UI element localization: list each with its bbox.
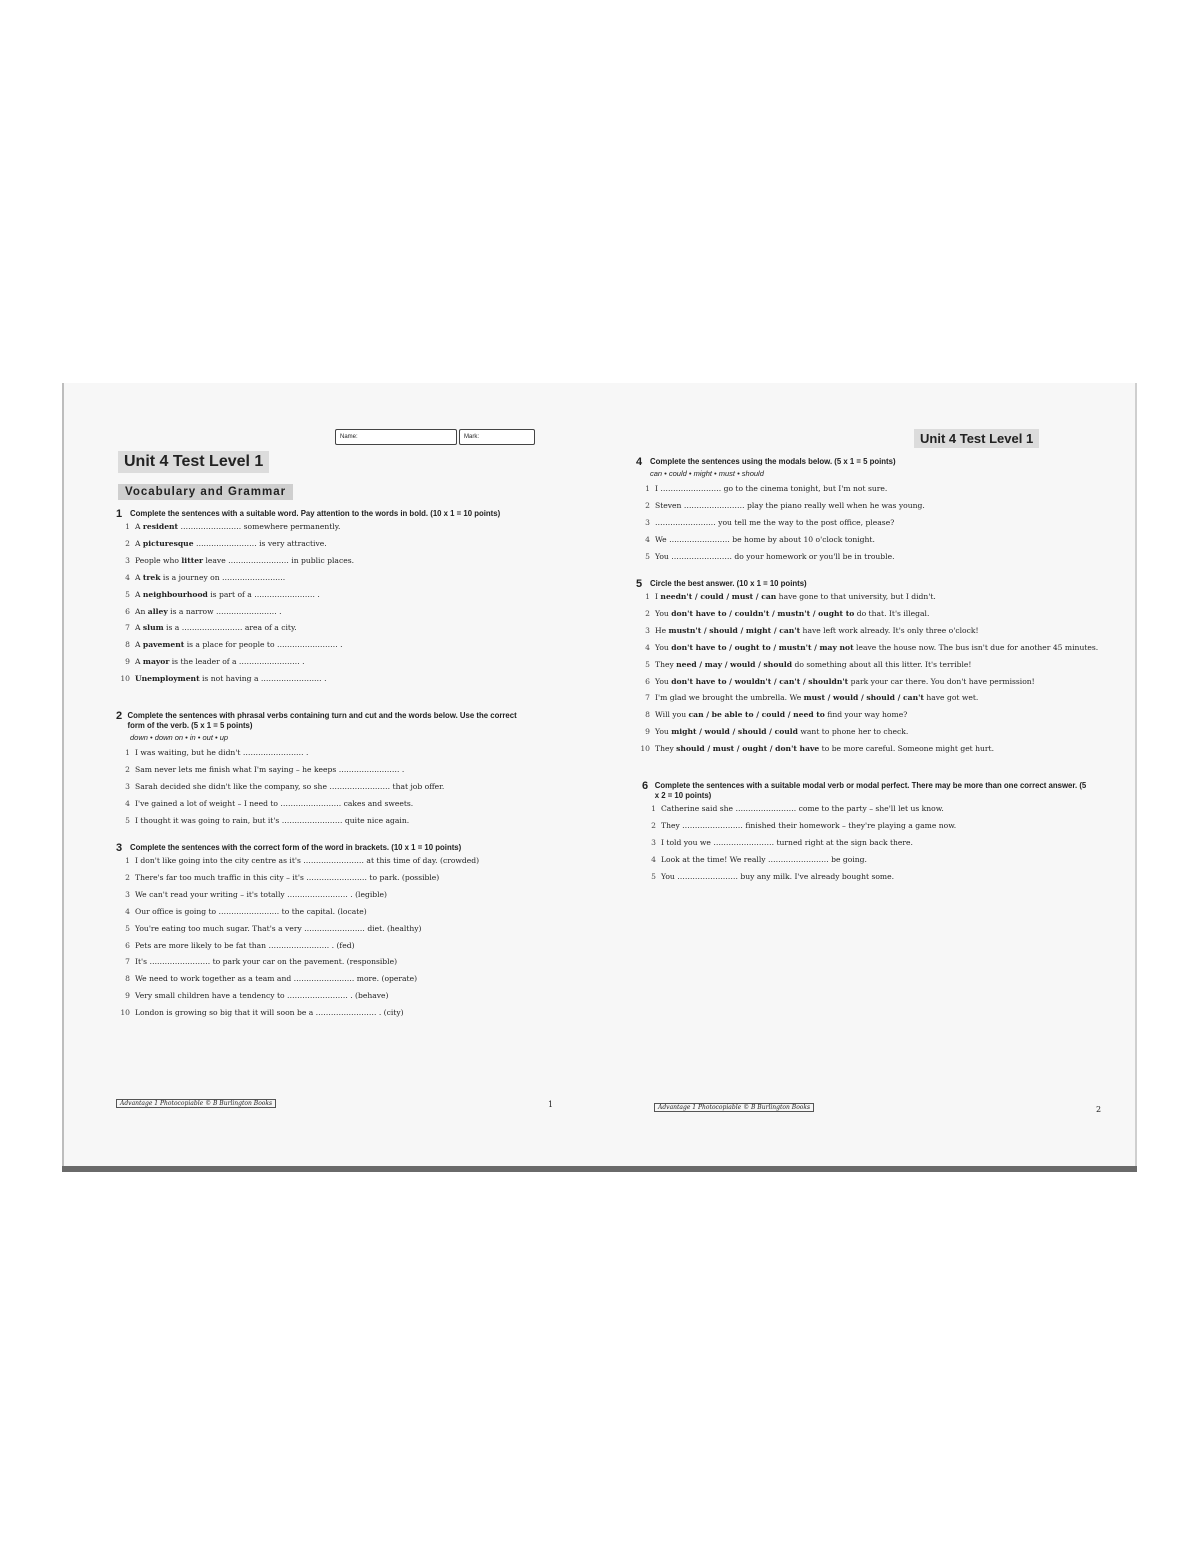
item-text bbox=[655, 707, 907, 724]
exercise-item bbox=[642, 835, 1092, 852]
item-keyword: neighbourhood bbox=[142, 589, 208, 599]
item-text-post: have gone to that university, but I didn't. bbox=[776, 592, 936, 601]
item-number: 7 bbox=[125, 623, 130, 633]
item-number: 3 bbox=[125, 555, 130, 565]
item-text-pre: An bbox=[135, 606, 148, 616]
exercise-5 bbox=[636, 579, 1106, 758]
item-text: Our office is going to …………………… to the capital. (locate) bbox=[135, 906, 367, 916]
item-text: We …………………… be home by about 10 o'clock tonight. bbox=[655, 534, 875, 544]
item-text-pre: A bbox=[135, 538, 143, 548]
exercise-number: 5 bbox=[636, 578, 643, 590]
exercise-item bbox=[116, 887, 536, 904]
exercise-item bbox=[116, 853, 536, 870]
exercise-number: 2 bbox=[116, 710, 123, 722]
page-number: 1 bbox=[548, 1100, 554, 1109]
item-text: …………………… you tell me the way to the post office, please? bbox=[655, 517, 895, 527]
item-text-pre: A bbox=[135, 522, 143, 531]
exercise-item bbox=[636, 606, 1106, 623]
item-text: I've gained a lot of weight – I need to …………………… cakes and sweets. bbox=[135, 798, 414, 808]
item-text-pre: People who bbox=[135, 555, 182, 565]
item-text bbox=[655, 724, 908, 741]
exercise-item bbox=[116, 745, 536, 762]
item-text: Sarah decided she didn't like the company, so she …………………… that job offer. bbox=[135, 781, 445, 791]
instruction-text: Complete the sentences with phrasal verbs containing turn and cut and the words below. Use the correct form of the verb. (5 x 1 = 5 points) bbox=[127, 711, 517, 730]
item-text bbox=[135, 604, 282, 621]
item-text: I thought it was going to rain, but it's …………………… quite nice again. bbox=[135, 815, 410, 825]
item-number: 6 bbox=[125, 940, 130, 950]
item-text: They …………………… finished their homework – they're playing a game now. bbox=[661, 820, 957, 830]
item-text: Sam never lets me finish what I'm saying – he keeps …………………… . bbox=[135, 764, 405, 774]
item-number: 10 bbox=[120, 674, 130, 684]
exercise-number: 4 bbox=[636, 456, 643, 468]
item-keyword: trek bbox=[142, 572, 161, 582]
item-text-post: is a narrow …………………… . bbox=[167, 606, 282, 616]
exercise-2-instruction bbox=[116, 711, 536, 731]
item-text-post: leave …………………… in public places. bbox=[203, 555, 355, 565]
item-text: There's far too much traffic in this city – it's …………………… to park. (possible) bbox=[135, 872, 440, 882]
exercise-item bbox=[636, 481, 1076, 498]
page-title: Unit 4 Test Level 1 bbox=[118, 451, 269, 473]
item-text: You …………………… do your homework or you'll be in trouble. bbox=[655, 551, 895, 561]
item-keyword: litter bbox=[181, 555, 204, 565]
item-keyword: alley bbox=[147, 606, 168, 616]
item-number: 4 bbox=[125, 572, 130, 582]
mark-label: Mark: bbox=[464, 434, 479, 440]
instruction-text: Circle the best answer. (10 x 1 = 10 points) bbox=[650, 579, 807, 588]
exercise-number: 3 bbox=[116, 842, 123, 854]
item-text bbox=[135, 587, 320, 604]
exercise-item bbox=[636, 657, 1106, 674]
item-number: 2 bbox=[645, 608, 650, 618]
item-number: 5 bbox=[125, 815, 130, 825]
item-text bbox=[135, 536, 327, 553]
exercise-item bbox=[116, 971, 536, 988]
item-number: 1 bbox=[645, 592, 650, 601]
exercise-item bbox=[636, 741, 1106, 758]
exercise-item bbox=[116, 813, 536, 830]
item-text: You …………………… buy any milk. I've already bought some. bbox=[661, 871, 895, 881]
exercise-item bbox=[636, 549, 1076, 566]
item-text bbox=[135, 637, 343, 654]
exercise-item bbox=[116, 519, 516, 536]
exercise-item bbox=[642, 818, 1092, 835]
item-keyword: can / be able to / could / need to bbox=[688, 710, 825, 720]
item-text: Catherine said she …………………… come to the party – she'll let us know. bbox=[661, 804, 944, 813]
item-number: 4 bbox=[645, 642, 650, 652]
item-number: 1 bbox=[125, 522, 130, 531]
item-number: 2 bbox=[125, 538, 130, 548]
exercise-6-instruction bbox=[642, 781, 1092, 801]
item-text-post: is a journey on ……………………. bbox=[160, 572, 286, 582]
right-page bbox=[602, 383, 1137, 1166]
item-text-post: …………………… is very attractive. bbox=[193, 538, 327, 548]
item-text bbox=[135, 671, 326, 688]
item-number: 7 bbox=[645, 693, 650, 703]
page-number: 2 bbox=[1096, 1105, 1102, 1114]
exercise-6 bbox=[642, 781, 1092, 886]
exercise-item bbox=[642, 869, 1092, 886]
page-title-right: Unit 4 Test Level 1 bbox=[914, 429, 1039, 448]
exercise-item bbox=[636, 623, 1106, 640]
item-number: 6 bbox=[125, 606, 130, 616]
item-text-pre: You bbox=[655, 676, 672, 686]
exercise-3-items bbox=[116, 853, 536, 1022]
exercise-number: 1 bbox=[116, 508, 123, 520]
exercise-2 bbox=[116, 711, 536, 830]
item-number: 2 bbox=[125, 872, 130, 882]
item-number: 3 bbox=[645, 625, 650, 635]
word-bank: can • could • might • must • should bbox=[650, 469, 764, 478]
item-text-post: is not having a …………………… . bbox=[199, 674, 327, 684]
item-text-pre: You bbox=[655, 608, 672, 618]
name-label: Name: bbox=[340, 434, 358, 440]
item-keyword: don't have to / ought to / mustn't / may not bbox=[671, 642, 854, 652]
item-text: London is growing so big that it will soon be a …………………… . (city) bbox=[135, 1008, 404, 1018]
item-text: I don't like going into the city centre as it's …………………… at this time of day. (crowded) bbox=[135, 856, 480, 865]
item-number: 3 bbox=[125, 781, 130, 791]
item-text: We can't read your writing – it's totally …………………… . (legible) bbox=[135, 889, 388, 899]
item-text-pre: A bbox=[135, 623, 143, 633]
item-number: 3 bbox=[645, 517, 650, 527]
item-text-pre: A bbox=[135, 657, 143, 667]
item-text-post: find your way home? bbox=[824, 710, 908, 720]
item-text: I was waiting, but he didn't …………………… . bbox=[135, 748, 309, 757]
exercise-3-instruction bbox=[116, 843, 536, 853]
item-number: 3 bbox=[125, 889, 130, 899]
section-subtitle: Vocabulary and Grammar bbox=[118, 484, 293, 500]
exercise-item bbox=[636, 532, 1076, 549]
exercise-1 bbox=[116, 509, 516, 688]
item-text bbox=[655, 690, 978, 707]
exercise-item bbox=[116, 587, 516, 604]
exercise-6-items bbox=[642, 801, 1092, 886]
item-text: It's …………………… to park your car on the pavement. (responsible) bbox=[135, 957, 398, 967]
exercise-item bbox=[636, 589, 1106, 606]
item-number: 3 bbox=[651, 837, 656, 847]
exercise-item bbox=[116, 654, 516, 671]
item-number: 2 bbox=[645, 500, 650, 510]
item-keyword: Unemployment bbox=[135, 674, 200, 684]
item-text-post: want to phone her to check. bbox=[797, 727, 909, 737]
item-number: 4 bbox=[125, 906, 130, 916]
item-number: 5 bbox=[125, 923, 130, 933]
item-text: Pets are more likely to be fat than …………………… . (fed) bbox=[135, 940, 355, 950]
exercise-5-instruction bbox=[636, 579, 1106, 589]
item-text bbox=[135, 553, 354, 570]
exercise-item bbox=[116, 671, 516, 688]
item-text-post: do something about all this litter. It's terrible! bbox=[792, 659, 972, 669]
item-number: 9 bbox=[645, 727, 650, 737]
item-number: 2 bbox=[125, 764, 130, 774]
item-text-pre: He bbox=[655, 625, 669, 635]
exercise-item bbox=[636, 515, 1076, 532]
exercise-item bbox=[636, 690, 1106, 707]
exercise-item bbox=[116, 604, 516, 621]
exercise-1-instruction bbox=[116, 509, 516, 519]
item-keyword: slum bbox=[142, 623, 164, 633]
instruction-text: Complete the sentences with a suitable word. Pay attention to the words in bold. (10 x 1 = 10 points) bbox=[130, 509, 501, 518]
item-number: 1 bbox=[651, 804, 656, 813]
copyright-footer: Advantage 1 Photocopiable © B Burlington Books bbox=[116, 1099, 276, 1108]
item-text-post: have left work already. It's only three o'clock! bbox=[800, 625, 979, 635]
exercise-item bbox=[642, 852, 1092, 869]
exercise-item bbox=[116, 637, 516, 654]
item-keyword: might / would / should / could bbox=[671, 727, 798, 737]
item-text-post: …………………… somewhere permanently. bbox=[178, 522, 341, 531]
item-keyword: needn't / could / must / can bbox=[660, 592, 777, 601]
item-number: 1 bbox=[125, 748, 130, 757]
item-number: 8 bbox=[645, 710, 650, 720]
item-text bbox=[135, 519, 340, 536]
exercise-item bbox=[116, 796, 536, 813]
item-keyword: mustn't / should / might / can't bbox=[668, 625, 801, 635]
exercise-item bbox=[116, 1005, 536, 1022]
item-keyword: mayor bbox=[142, 657, 170, 667]
item-text-pre: I bbox=[655, 592, 661, 601]
item-text bbox=[655, 741, 994, 758]
item-number: 9 bbox=[125, 991, 130, 1001]
item-text: I …………………… go to the cinema tonight, but I'm not sure. bbox=[655, 484, 888, 493]
exercise-item bbox=[636, 724, 1106, 741]
item-text-pre: They bbox=[655, 659, 677, 669]
exercise-item bbox=[116, 921, 536, 938]
item-text-post: is part of a …………………… . bbox=[207, 589, 320, 599]
exercise-5-items bbox=[636, 589, 1106, 758]
item-number: 5 bbox=[645, 551, 650, 561]
item-keyword: resident bbox=[142, 522, 179, 531]
item-text bbox=[655, 623, 979, 640]
item-keyword: picturesque bbox=[142, 538, 194, 548]
item-text-pre: I'm glad we brought the umbrella. We bbox=[655, 693, 804, 703]
exercise-4-instruction bbox=[636, 457, 1076, 467]
exercise-4-items bbox=[636, 481, 1076, 566]
item-text-post: is a place for people to …………………… . bbox=[184, 640, 343, 650]
instruction-text: Complete the sentences with the correct form of the word in brackets. (10 x 1 = 10 points) bbox=[130, 843, 462, 852]
item-text bbox=[655, 674, 1035, 691]
item-text-pre: You bbox=[655, 727, 672, 737]
item-text bbox=[655, 589, 936, 606]
exercise-item bbox=[116, 954, 536, 971]
item-text-pre: A bbox=[135, 640, 143, 650]
item-text: I told you we …………………… turned right at the sign back there. bbox=[661, 837, 913, 847]
instruction-text: Complete the sentences using the modals below. (5 x 1 = 5 points) bbox=[650, 457, 896, 466]
item-keyword: don't have to / wouldn't / can't / shouldn't bbox=[671, 676, 849, 686]
item-text: Steven …………………… play the piano really well when he was young. bbox=[655, 500, 925, 510]
item-text-post: to be more careful. Someone might get hurt. bbox=[819, 744, 995, 754]
item-text-post: is the leader of a …………………… . bbox=[169, 657, 305, 667]
item-keyword: pavement bbox=[142, 640, 185, 650]
exercise-item bbox=[116, 620, 516, 637]
item-text bbox=[655, 657, 971, 674]
item-text-pre: A bbox=[135, 589, 143, 599]
exercise-item bbox=[636, 674, 1106, 691]
item-keyword: should / must / ought / don't have bbox=[676, 744, 820, 754]
item-number: 9 bbox=[125, 657, 130, 667]
item-text bbox=[655, 640, 1098, 657]
item-number: 8 bbox=[125, 974, 130, 984]
name-field[interactable] bbox=[335, 429, 457, 445]
exam-spread bbox=[62, 383, 1137, 1172]
item-number: 5 bbox=[651, 871, 656, 881]
item-number: 8 bbox=[125, 640, 130, 650]
exercise-item bbox=[116, 988, 536, 1005]
exercise-number: 6 bbox=[642, 780, 649, 792]
item-number: 4 bbox=[125, 798, 130, 808]
exercise-item bbox=[116, 553, 516, 570]
item-text-post: leave the house now. The bus isn't due for another 45 minutes. bbox=[853, 642, 1099, 652]
item-number: 1 bbox=[125, 856, 130, 865]
exercise-item bbox=[636, 707, 1106, 724]
exercise-item bbox=[116, 570, 516, 587]
item-keyword: must / would / should / can't bbox=[803, 693, 924, 703]
exercise-item bbox=[116, 762, 536, 779]
item-number: 6 bbox=[645, 676, 650, 686]
item-number: 1 bbox=[645, 484, 650, 493]
exercise-1-items bbox=[116, 519, 516, 688]
item-text-pre: You bbox=[655, 642, 672, 652]
item-number: 10 bbox=[120, 1008, 130, 1018]
mark-field[interactable] bbox=[459, 429, 535, 445]
exercise-item bbox=[116, 870, 536, 887]
item-text: Very small children have a tendency to …………………… . (behave) bbox=[135, 991, 389, 1001]
item-text bbox=[655, 606, 929, 623]
word-bank: down • down on • in • out • up bbox=[130, 733, 229, 742]
item-number: 5 bbox=[125, 589, 130, 599]
exercise-item bbox=[116, 904, 536, 921]
item-text-post: park your car there. You don't have permission! bbox=[848, 676, 1035, 686]
item-text-post: is a …………………… area of a city. bbox=[163, 623, 297, 633]
item-number: 4 bbox=[645, 534, 650, 544]
item-text bbox=[135, 570, 285, 587]
item-number: 2 bbox=[651, 820, 656, 830]
item-text-post: do that. It's illegal. bbox=[854, 608, 930, 618]
item-text-pre: Will you bbox=[655, 710, 689, 720]
exercise-2-items bbox=[116, 745, 536, 830]
instruction-text: Complete the sentences with a suitable modal verb or modal perfect. There may be more than one correct answer. (5 x 2 = 10 points) bbox=[654, 781, 1087, 800]
item-keyword: need / may / would / should bbox=[676, 659, 793, 669]
exercise-item bbox=[116, 779, 536, 796]
item-number: 5 bbox=[645, 659, 650, 669]
item-text-pre: They bbox=[655, 744, 677, 754]
exercise-item bbox=[636, 640, 1106, 657]
item-number: 10 bbox=[640, 744, 650, 754]
item-text: We need to work together as a team and …………………… more. (operate) bbox=[135, 974, 418, 984]
item-text-pre: A bbox=[135, 572, 143, 582]
copyright-footer: Advantage 1 Photocopiable © B Burlington Books bbox=[654, 1103, 814, 1112]
item-text: Look at the time! We really …………………… be going. bbox=[661, 854, 867, 864]
exercise-item bbox=[116, 536, 516, 553]
item-keyword: don't have to / couldn't / mustn't / ought to bbox=[671, 608, 855, 618]
exercise-4 bbox=[636, 457, 1076, 566]
exercise-3 bbox=[116, 843, 536, 1022]
item-number: 7 bbox=[125, 957, 130, 967]
exercise-item bbox=[636, 498, 1076, 515]
item-text: You're eating too much sugar. That's a very …………………… diet. (healthy) bbox=[135, 923, 422, 933]
exercise-item bbox=[642, 801, 1092, 818]
exercise-item bbox=[116, 938, 536, 955]
item-text bbox=[135, 620, 297, 637]
item-text-post: have got wet. bbox=[923, 693, 979, 703]
item-text bbox=[135, 654, 305, 671]
item-number: 4 bbox=[651, 854, 656, 864]
left-page bbox=[62, 383, 602, 1166]
